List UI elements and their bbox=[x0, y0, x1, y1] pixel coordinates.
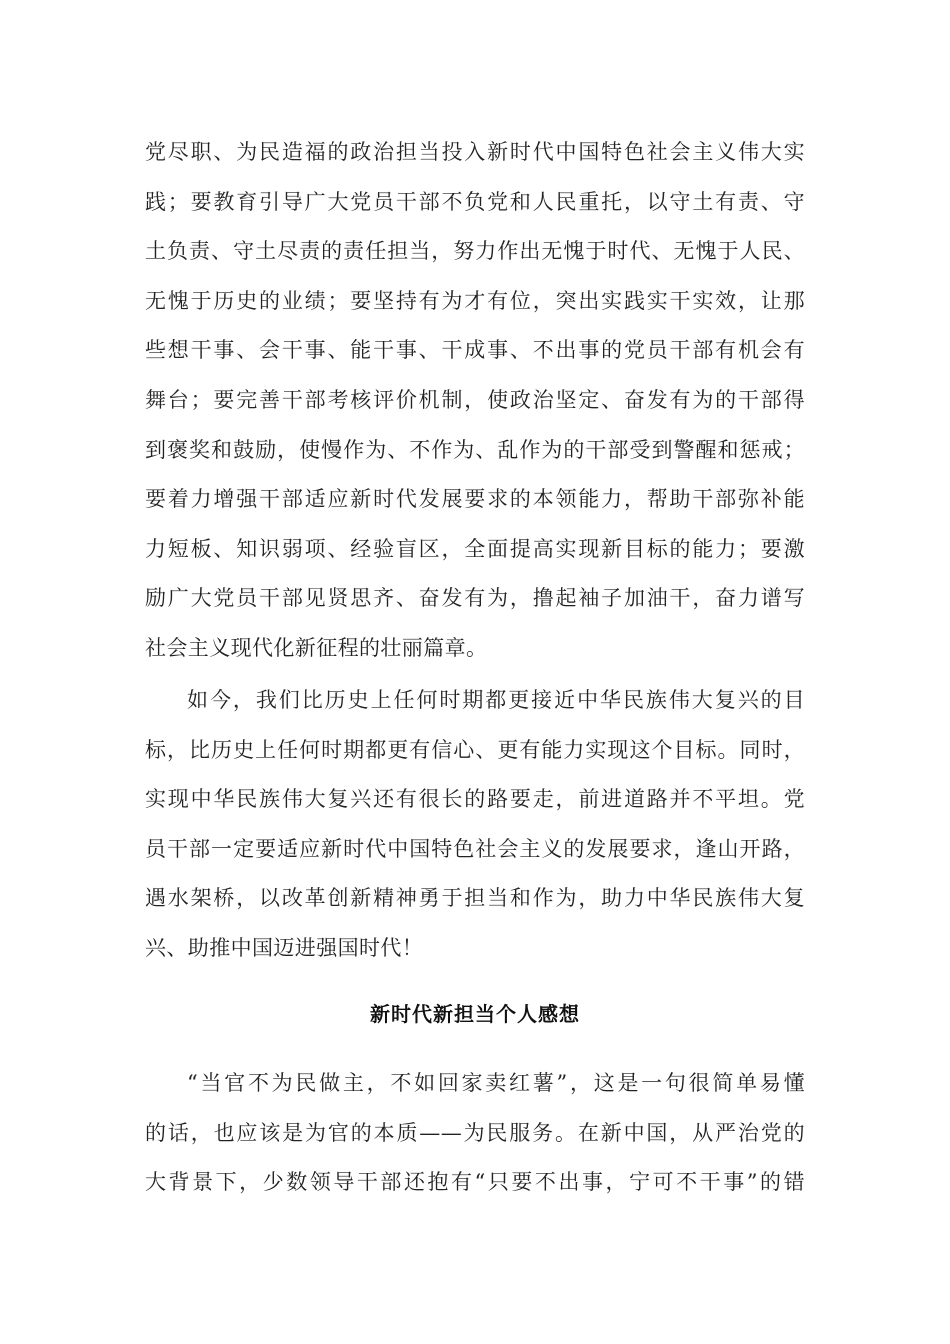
paragraph-2-line: 如今，我们比历史上任何时期都更接近中华民族伟大复兴的目 bbox=[187, 688, 805, 712]
paragraph-2 bbox=[145, 676, 805, 974]
paragraph-3-line: 的话，也应该是为官的本质——为民服务。在新中国，从严治党的 bbox=[145, 1120, 805, 1145]
paragraph-1-line: 党尽职、为民造福的政治担当投入新时代中国特色社会主义伟大实 bbox=[145, 140, 805, 164]
paragraph-1-line: 励广大党员干部见贤思齐、奋发有为，撸起袖子加油干，奋力谱写 bbox=[145, 586, 805, 611]
paragraph-1-line: 些想干事、会干事、能干事、干成事、不出事的党员干部有机会有 bbox=[145, 338, 805, 363]
paragraph-3-line: “当官不为民做主，不如回家卖红薯”，这是一句很简单易懂 bbox=[187, 1071, 805, 1095]
paragraph-3-line: 大背景下，少数领导干部还抱有“只要不出事，宁可不干事”的错 bbox=[145, 1170, 805, 1195]
paragraph-2-line: 遇水架桥，以改革创新精神勇于担当和作为，助力中华民族伟大复 bbox=[145, 886, 805, 911]
paragraph-1-line: 践；要教育引导广大党员干部不负党和人民重托，以守土有责、守 bbox=[145, 189, 805, 214]
paragraph-2-line: 员干部一定要适应新时代中国特色社会主义的发展要求，逢山开路， bbox=[145, 836, 805, 861]
paragraph-1-line: 要着力增强干部适应新时代发展要求的本领能力，帮助干部弥补能 bbox=[145, 487, 805, 512]
paragraph-1-line: 土负责、守土尽责的责任担当，努力作出无愧于时代、无愧于人民、 bbox=[145, 239, 805, 264]
paragraph-1-line: 社会主义现代化新征程的壮丽篇章。 bbox=[145, 635, 488, 660]
paragraph-1-line: 力短板、知识弱项、经验盲区，全面提高实现新目标的能力；要激 bbox=[145, 536, 805, 561]
paragraph-1-line: 舞台；要完善干部考核评价机制，使政治坚定、奋发有为的干部得 bbox=[145, 387, 805, 412]
paragraph-2-line: 兴、助推中国迈进强国时代！ bbox=[145, 935, 424, 960]
paragraph-2-line: 标，比历史上任何时期都更有信心、更有能力实现这个目标。同时， bbox=[145, 737, 805, 762]
paragraph-3 bbox=[145, 1059, 805, 1208]
paragraph-1-line: 无愧于历史的业绩；要坚持有为才有位，突出实践实干实效，让那 bbox=[145, 288, 805, 313]
section-heading: 新时代新担当个人感想 bbox=[370, 1002, 580, 1026]
paragraph-1 bbox=[145, 128, 805, 674]
paragraph-2-line: 实现中华民族伟大复兴还有很长的路要走，前进道路并不平坦。党 bbox=[145, 787, 805, 812]
paragraph-1-line: 到褒奖和鼓励，使慢作为、不作为、乱作为的干部受到警醒和惩戒； bbox=[145, 437, 805, 462]
